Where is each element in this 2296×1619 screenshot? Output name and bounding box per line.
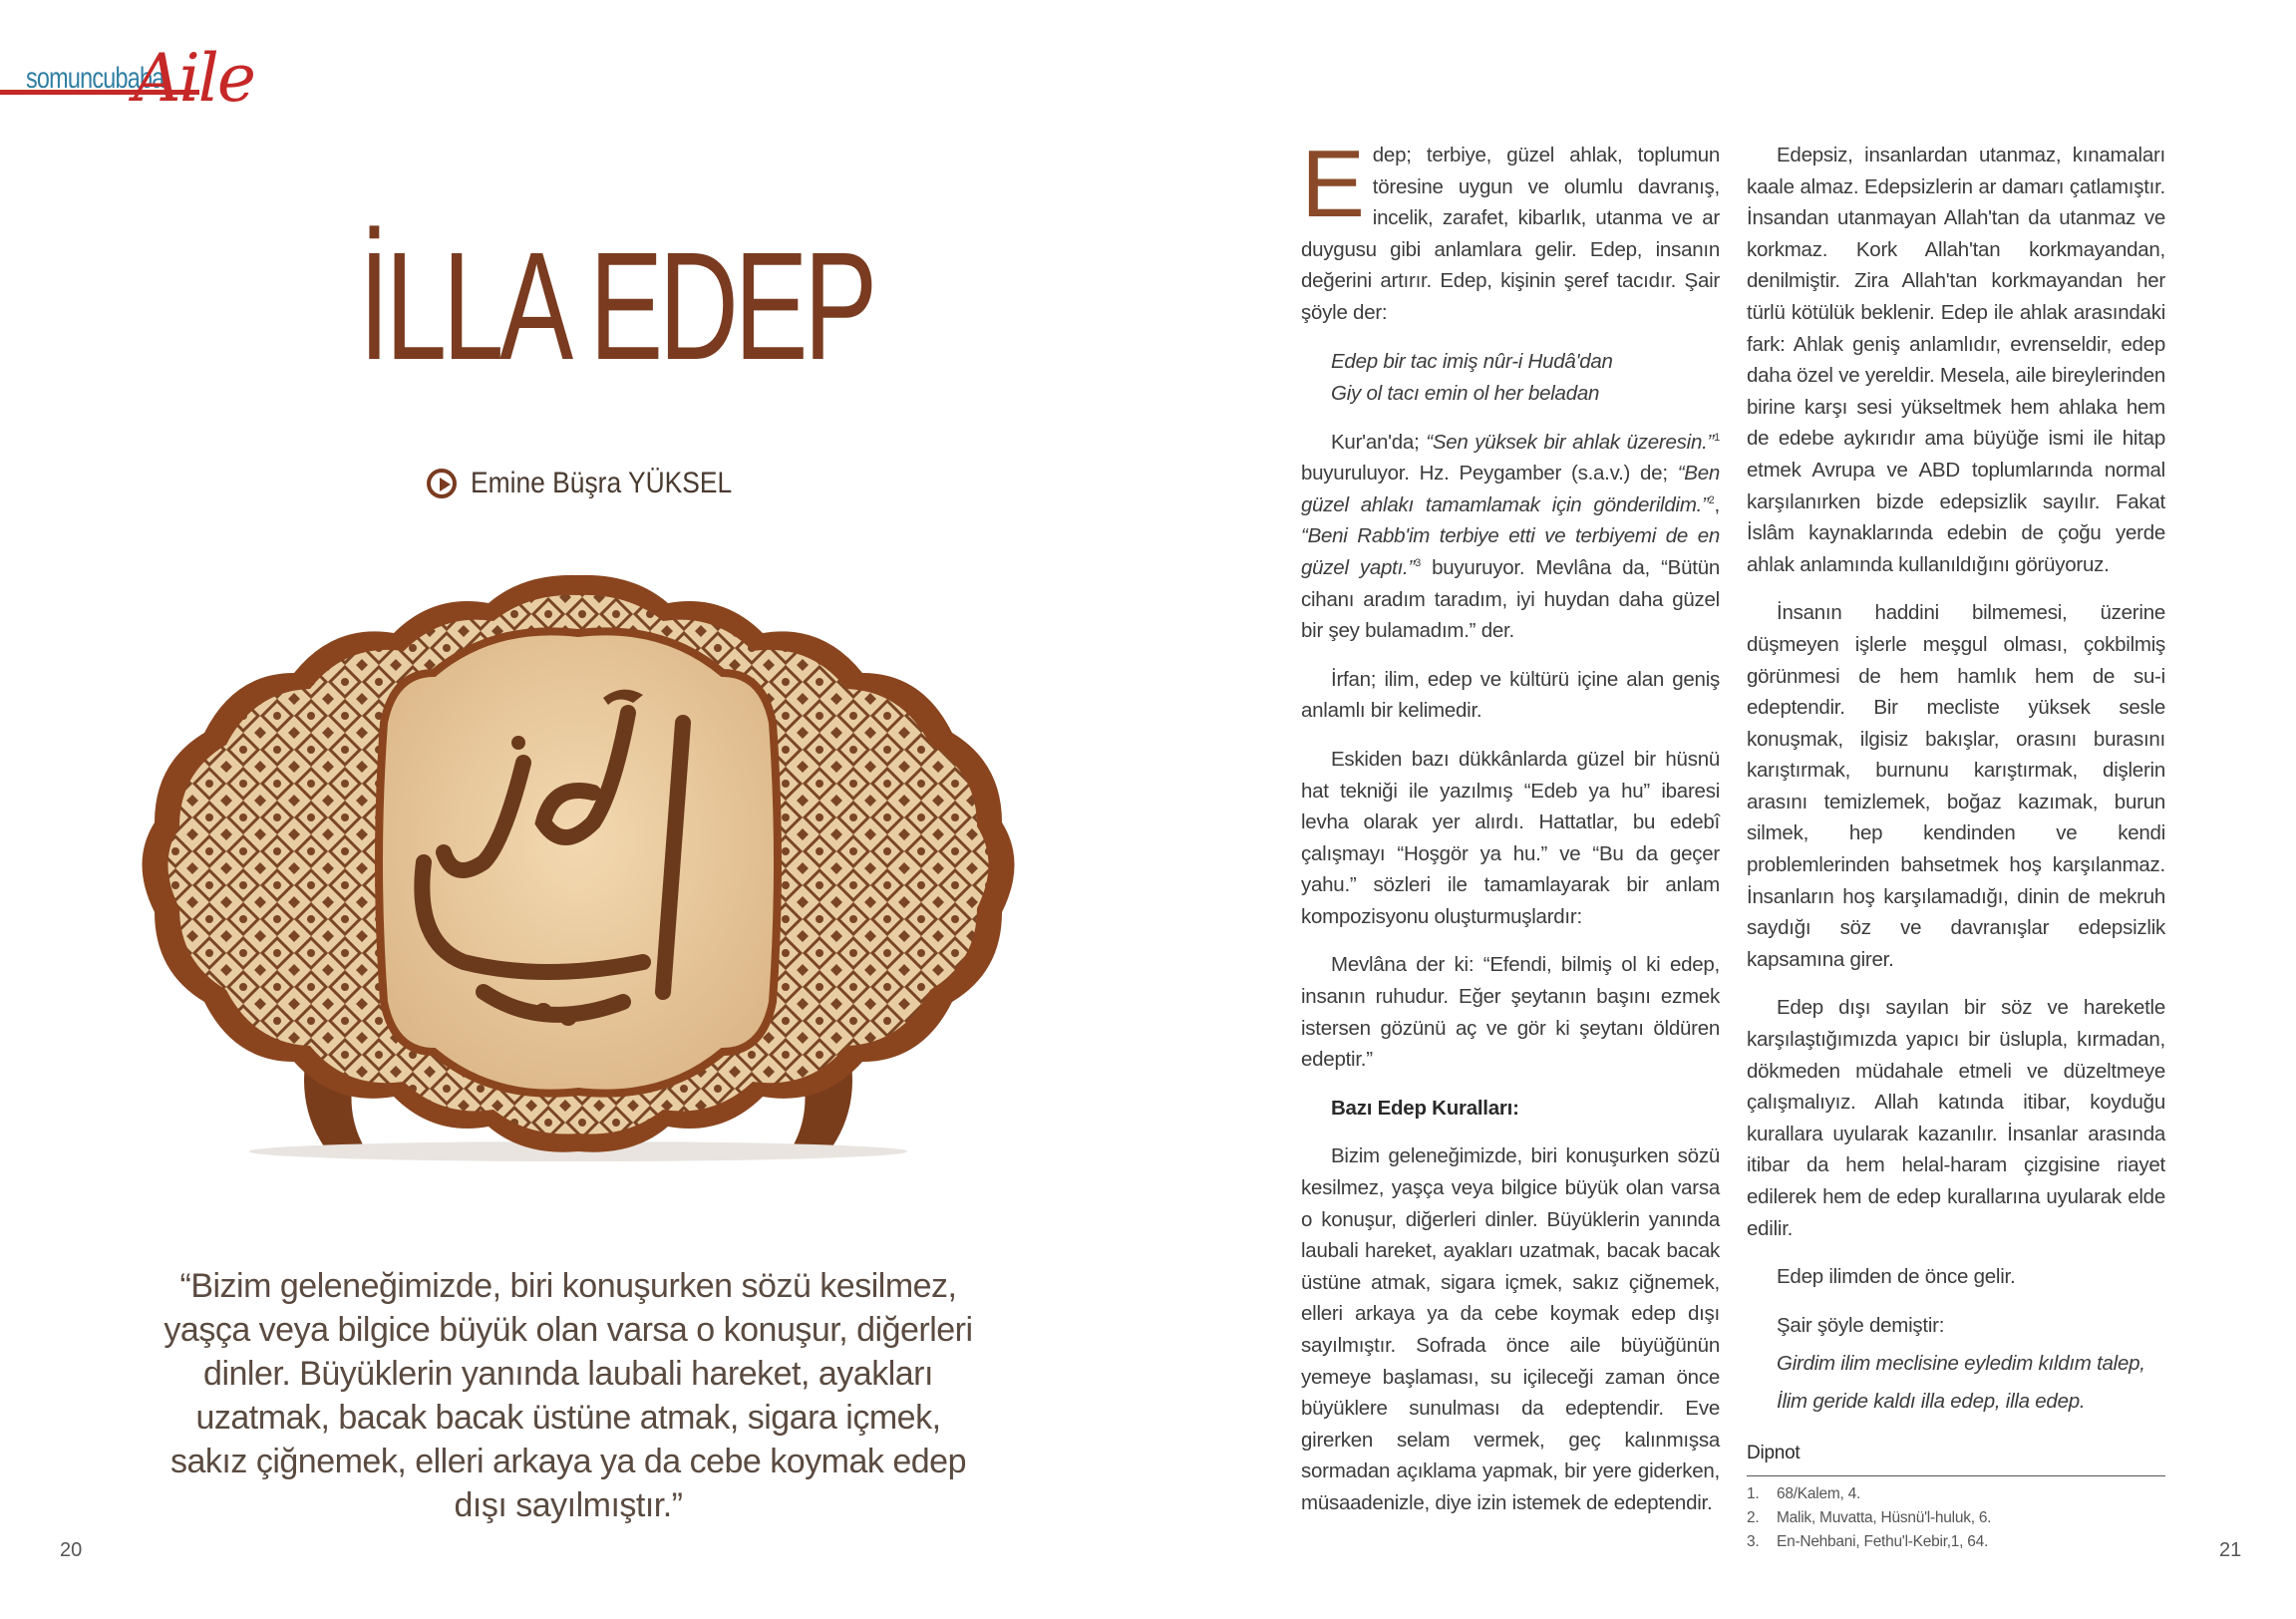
footnote-ref: 2 — [1708, 493, 1715, 506]
footnote-item — [1747, 1530, 2165, 1554]
section-subheading: Bazı Edep Kuralları: — [1331, 1096, 1519, 1120]
text-run: Kur'an'da; — [1331, 430, 1427, 454]
footnote-number: 1. — [1747, 1484, 1760, 1502]
verse-line: İlim geride kaldı illa edep, illa edep. — [1777, 1390, 2086, 1414]
text-run: buyuruluyor. Hz. Peygamber (s.a.v.) de; — [1301, 462, 1678, 486]
footnote-text: 68/Kalem, 4. — [1777, 1484, 1861, 1502]
body-paragraph: Mevlâna der ki: “Efendi, bilmiş ol ki edep, insanın ruhudur. Eğer şeytanın başını ezmek istersen gözünü aç ve gör ki şeytanı öldüren edeptir.” — [1301, 953, 1720, 1072]
verse-line: Giy ol tacı emin ol her beladan — [1331, 381, 1600, 405]
pull-quote: “Bizim geleneğimizde, biri konuşurken sözü kesilmez, yaşça veya bilgice büyük olan varsa o konuşur, diğerleri dinler. Büyüklerin yanında laubali hareket, ayakları uzatmak, bacak bacak üstüne atmak, sigara içmek, sakız çiğnemek, elleri arkaya ya da cebe koymak edep dışı sayılmıştır.” — [164, 1267, 973, 1524]
body-paragraph: Eskiden bazı dükkânlarda güzel bir hüsnü hat tekniği ile yazılmış “Edeb ya hu” ibaresi levha olarak yer alırdı. Hattatlar, bu edebî çalışmayı “Hoşgör ya hu.” ve “Bu da geçer yahu.” sözleri ile tamamlayarak bir anlam kompozisyonu oluşturmuşlardır: — [1301, 747, 1720, 928]
footnotes-heading: Dipnot — [1747, 1438, 2165, 1476]
play-circle-icon — [427, 469, 457, 498]
body-paragraph — [1301, 427, 1720, 647]
footnote-ref: 1 — [1714, 431, 1720, 444]
body-paragraph: İnsanın haddini bilmemesi, üzerine düşmeyen işlerle meşgul olması, çokbilmiş görünmesi de hem hamlık hem de su-i edeptendir. Bir mecliste yüksek sesle konuşmak, ilgisiz bakışlar, orasını burasını karıştırmak, burnunu karıştırmak, dişlerin arasını temizlemek, boğaz kazımak, burun silmek, hep kendinden ve kendi problemlerinden bahsetmek hoş karşılanmaz. İnsanların hoş karşılamadığı, dinin de mekruh saydığı söz ve davranışlar edepsizlik kapsamına girer. — [1747, 601, 2165, 971]
page-number-right: 21 — [2219, 1539, 2242, 1561]
verse-line: Girdim ilim meclisine eyledim kıldım talep, — [1777, 1352, 2145, 1376]
quote-run: “Ben güzel ahlakı tamamlamak için gönderildim.” — [1301, 462, 1720, 516]
text-run: , — [1714, 492, 1720, 516]
intro-paragraph — [1301, 131, 1720, 329]
body-paragraph: İrfan; ilim, edep ve kültürü içine alan geniş anlamlı bir kelimedir. — [1301, 667, 1720, 723]
article-column-2 — [1747, 140, 2165, 1554]
brand-name: somuncubaba — [26, 62, 164, 95]
verse-line: Edep bir tac imiş nûr-i Hudâ'dan — [1331, 349, 1613, 373]
footnotes-list — [1747, 1482, 2165, 1554]
body-paragraph: Şair şöyle demiştir: — [1777, 1313, 1945, 1337]
text-run: buyuruyor. Mevlâna da, “Bütün cihanı aradım taradım, iyi huydan daha güzel bir şey bulamadım.” der. — [1301, 555, 1721, 643]
quote-run: “Sen yüksek bir ahlak üzeresin.” — [1426, 430, 1715, 454]
intro-text: dep; terbiye, güzel ahlak, toplumun töresine uygun ve olumlu davranış, incelik, zarafet, kibarlık, utanma ve ar duygusu gibi anlamlara gelir. Edep, insanın değerini artırır. Edep, kişinin şeref tacıdır. Şair şöyle der: — [1301, 144, 1720, 324]
footnote-text: En-Nehbani, Fethu'l-Kebir,1, 64. — [1777, 1532, 1989, 1550]
section-name: Aile — [134, 40, 254, 117]
footnote-number: 2. — [1747, 1508, 1760, 1526]
footnote-number: 3. — [1747, 1532, 1760, 1550]
magazine-logo — [0, 40, 259, 117]
quote-run: “Beni Rabb'im terbiye etti ve terbiyemi de en güzel yaptı.” — [1301, 524, 1720, 579]
footnote-ref: 3 — [1415, 557, 1421, 570]
calligraphy-plaque-image — [125, 563, 1032, 1161]
page-number-left: 20 — [60, 1539, 83, 1561]
poem-verse — [1301, 346, 1720, 410]
drop-cap: E — [1301, 131, 1365, 237]
body-paragraph: Edep dışı sayılan bir söz ve hareketle karşılaştığımızda yapıcı bir üslupla, kırmadan, dökmeden müdahale etmeli ve düzeltmeye çalışmalıyız. Allah katında itibar, koyduğu kurallara uyularak kazanılır. İnsanlar arasında itibar da hem helal-haram çizgisine riayet edilerek hem de edep kurallarına uyularak elde edilir. — [1747, 996, 2165, 1240]
poem-verse — [1747, 1345, 2165, 1421]
body-paragraph: Edepsiz, insanlardan utanmaz, kınamaları kaale almaz. Edepsizlerin ar damarı çatlamıştır. İnsandan utanmayan Allah'tan da utanmaz ve korkmaz. Kork Allah'tan korkmayandan, denilmiştir. Zira Allah'tan korkmayandan her türlü kötülük beklenir. Edep ile ahlak arasındaki fark: Ahlak geniş anlamlıdır, evrenseldir, edep daha özel ve yereldir. Mesela, aile bireylerinden birine karşı sesi yükseltmek hem ahlaka hem de edebe aykırıdır ama büyüğe ismi ile hitap etmek Avrupa ve ABD toplumlarında normal karşılanırken bizde edepsizlik sayılır. Fakat İslâm kaynaklarında edebin de çoğu yerde ahlak anlamında kullanıldığını görüyoruz. — [1747, 144, 2165, 576]
author-byline — [427, 467, 768, 500]
author-name: Emine Büşra YÜKSEL — [471, 467, 733, 499]
footnote-text: Malik, Muvatta, Hüsnü'l-huluk, 6. — [1777, 1508, 1992, 1526]
body-paragraph: Bizim geleneğimizde, biri konuşurken sözü kesilmez, yaşça veya bilgice büyük olan varsa o konuşur, diğerleri dinler. Büyüklerin yanında laubali hareket, ayakları uzatmak, bacak bacak üstüne atmak, sigara içmek, sakız çiğnemek, elleri arkaya ya da cebe koymak edep dışı sayılmıştır. Sofrada önce aile büyüğünün yemeye başlaması, su içileceği zaman önce büyüklere sunulması da edeptendir. Eve girerken selam vermek, geç kalınmışsa sormadan açıklama yapmak, bir yere giderken, müsaadenizle, diye izin istemek de edeptendir. — [1301, 1144, 1720, 1514]
footnote-item — [1747, 1506, 2165, 1530]
article-title: İLLA EDEP — [359, 220, 873, 392]
footnote-item — [1747, 1482, 2165, 1506]
body-paragraph: Edep ilimden de önce gelir. — [1777, 1265, 2016, 1289]
article-column-1 — [1301, 131, 1721, 1536]
